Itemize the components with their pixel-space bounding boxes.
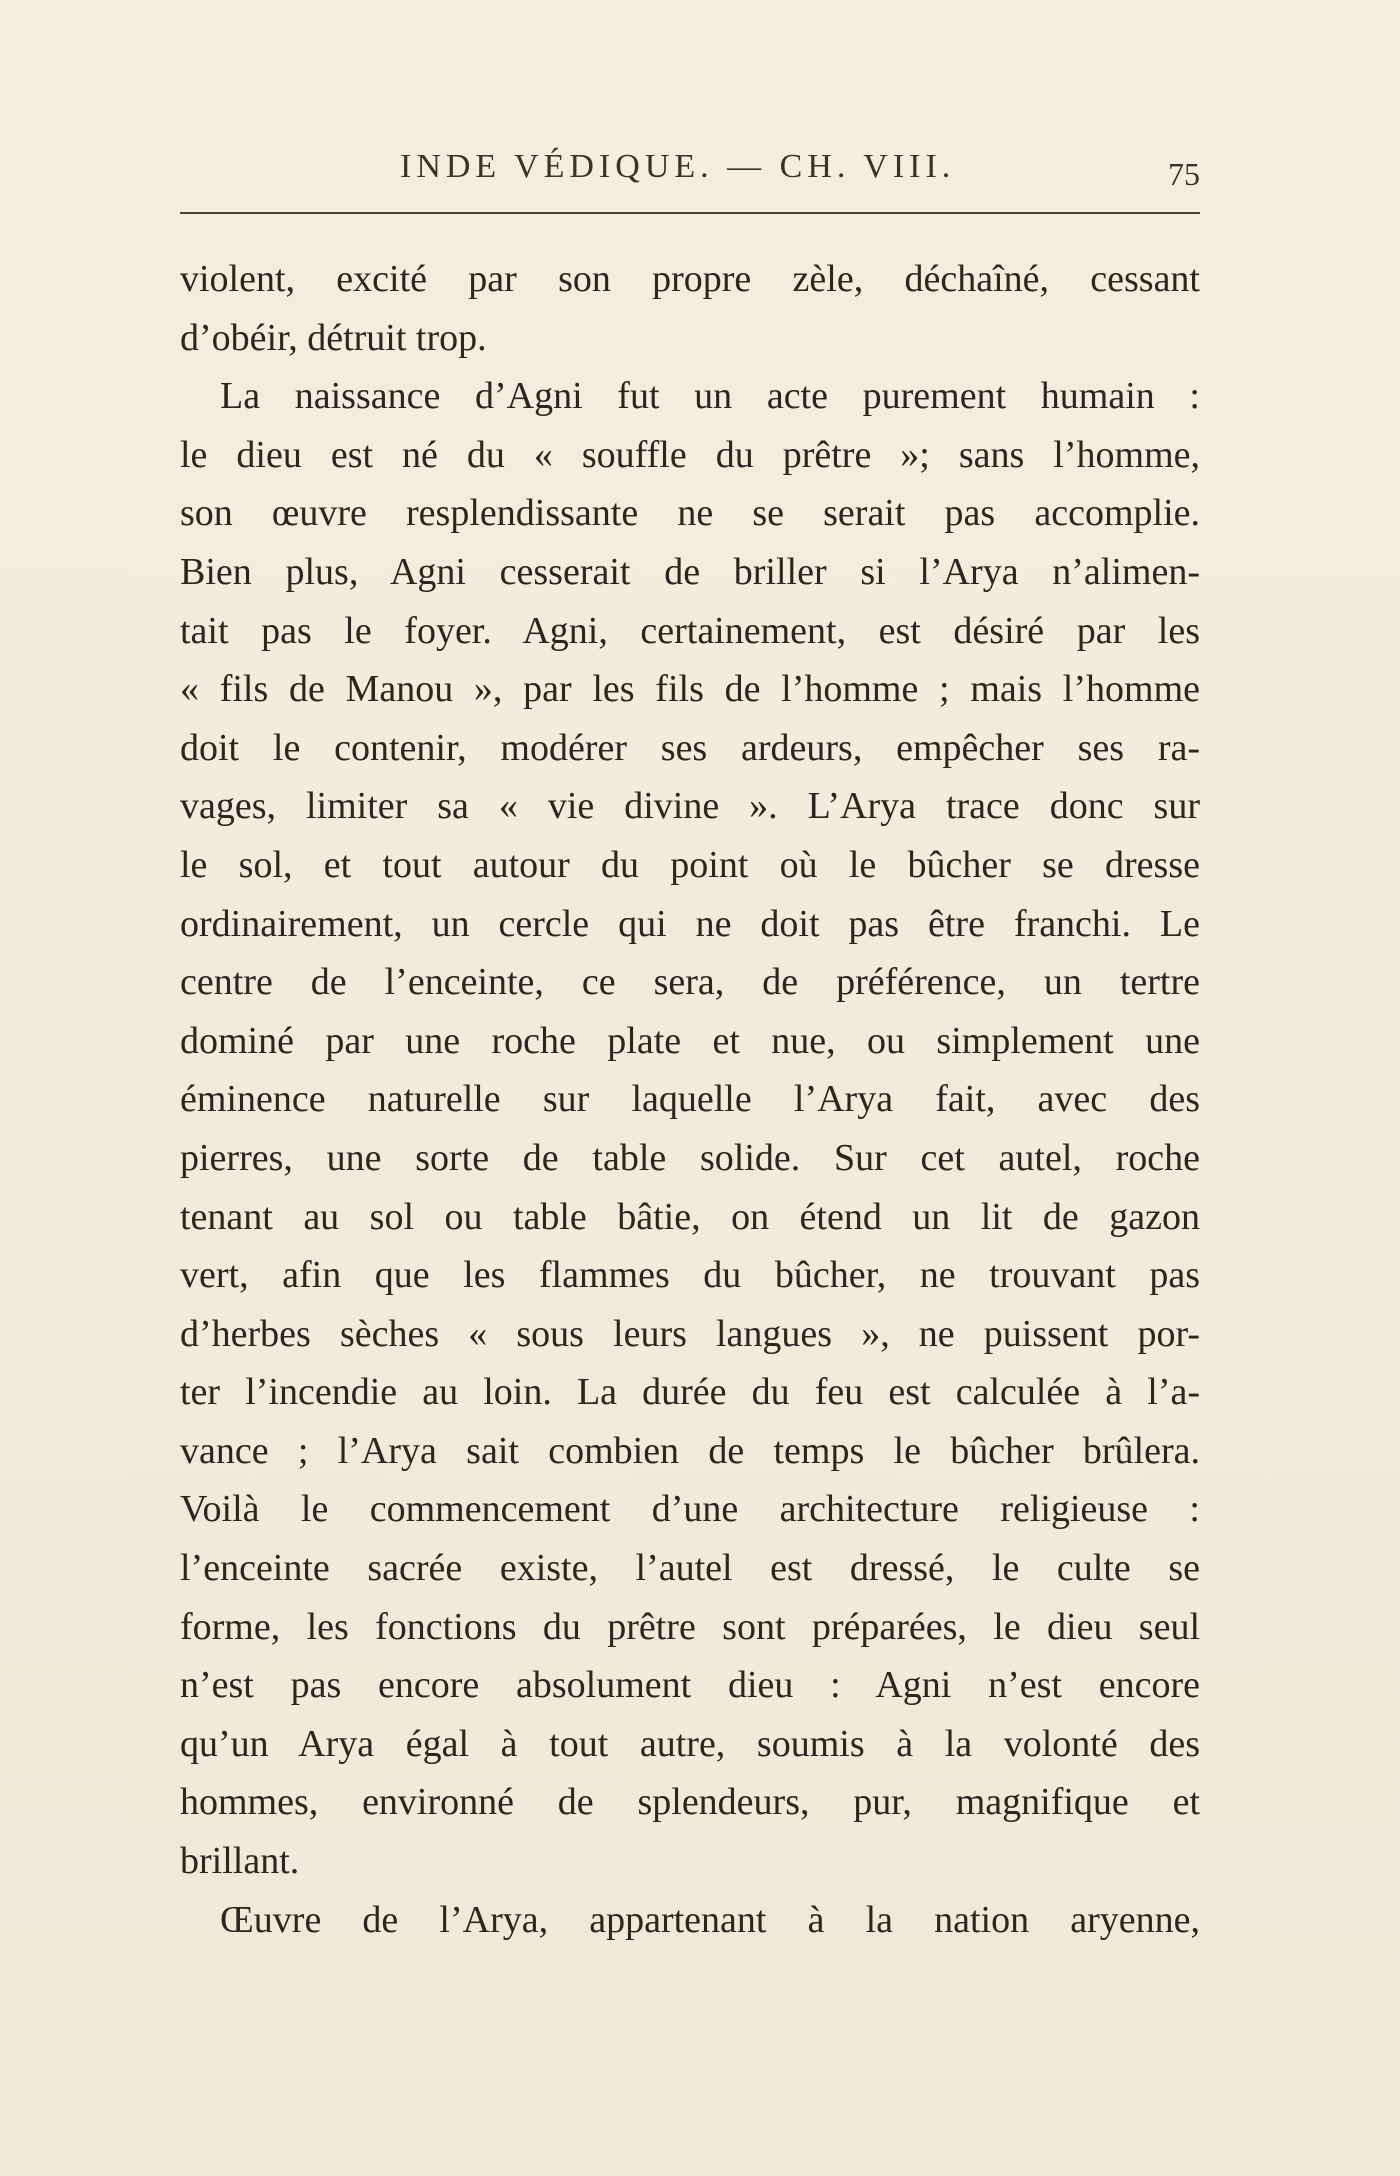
- text-line: « fils de Manou », par les fils de l’homme ; mais l’homme: [180, 668, 1200, 711]
- text-line: d’obéir, détruit trop.: [180, 316, 487, 359]
- text-line: doit le contenir, modérer ses ardeurs, empêcher ses ra-: [180, 726, 1200, 769]
- text-line: son œuvre resplendissante ne se serait pas accomplie.: [180, 492, 1200, 535]
- text-line: La naissance d’Agni fut un acte purement humain :: [220, 375, 1200, 418]
- text-line: brillant.: [180, 1840, 300, 1883]
- text-line: éminence naturelle sur laquelle l’Arya fait, avec des: [180, 1078, 1200, 1121]
- text-line: qu’un Arya égal à tout autre, soumis à la volonté des: [180, 1722, 1200, 1765]
- running-head: INDE VÉDIQUE. — CH. VIII.: [400, 148, 956, 185]
- text-line: hommes, environné de splendeurs, pur, magnifique et: [180, 1781, 1200, 1824]
- text-line: n’est pas encore absolument dieu : Agni n’est encore: [180, 1664, 1200, 1707]
- text-line: vages, limiter sa « vie divine ». L’Arya trace donc sur: [180, 785, 1200, 828]
- text-line: ordinairement, un cercle qui ne doit pas être franchi. Le: [180, 902, 1200, 945]
- body-text: [180, 250, 1200, 1949]
- text-line: Bien plus, Agni cesserait de briller si l’Arya n’alimen-: [180, 550, 1200, 593]
- text-line: vance ; l’Arya sait combien de temps le bûcher brûlera.: [180, 1429, 1200, 1472]
- text-line: forme, les fonctions du prêtre sont préparées, le dieu seul: [180, 1605, 1200, 1648]
- text-line: tait pas le foyer. Agni, certainement, est désiré par les: [180, 609, 1200, 652]
- text-line: pierres, une sorte de table solide. Sur cet autel, roche: [180, 1136, 1200, 1179]
- text-line: l’enceinte sacrée existe, l’autel est dressé, le culte se: [180, 1547, 1200, 1590]
- text-line: le dieu est né du « souffle du prêtre »; sans l’homme,: [180, 433, 1200, 476]
- text-line: vert, afin que les flammes du bûcher, ne trouvant pas: [180, 1254, 1200, 1297]
- text-line: Voilà le commencement d’une architecture religieuse :: [180, 1488, 1200, 1531]
- text-line: centre de l’enceinte, ce sera, de préférence, un tertre: [180, 961, 1200, 1004]
- text-line: ter l’incendie au loin. La durée du feu est calculée à l’a-: [180, 1371, 1200, 1414]
- text-line: le sol, et tout autour du point où le bûcher se dresse: [180, 843, 1200, 886]
- page-header: [180, 148, 1200, 198]
- text-line: dominé par une roche plate et nue, ou simplement une: [180, 1019, 1200, 1062]
- text-line: violent, excité par son propre zèle, déchaîné, cessant: [180, 258, 1200, 300]
- text-line: tenant au sol ou table bâtie, on étend un lit de gazon: [180, 1195, 1200, 1238]
- text-line: Œuvre de l’Arya, appartenant à la nation aryenne,: [220, 1898, 1200, 1941]
- page-number: 75: [1168, 156, 1200, 192]
- header-rule: [180, 212, 1200, 214]
- text-line: d’herbes sèches « sous leurs langues », ne puissent por-: [180, 1312, 1200, 1355]
